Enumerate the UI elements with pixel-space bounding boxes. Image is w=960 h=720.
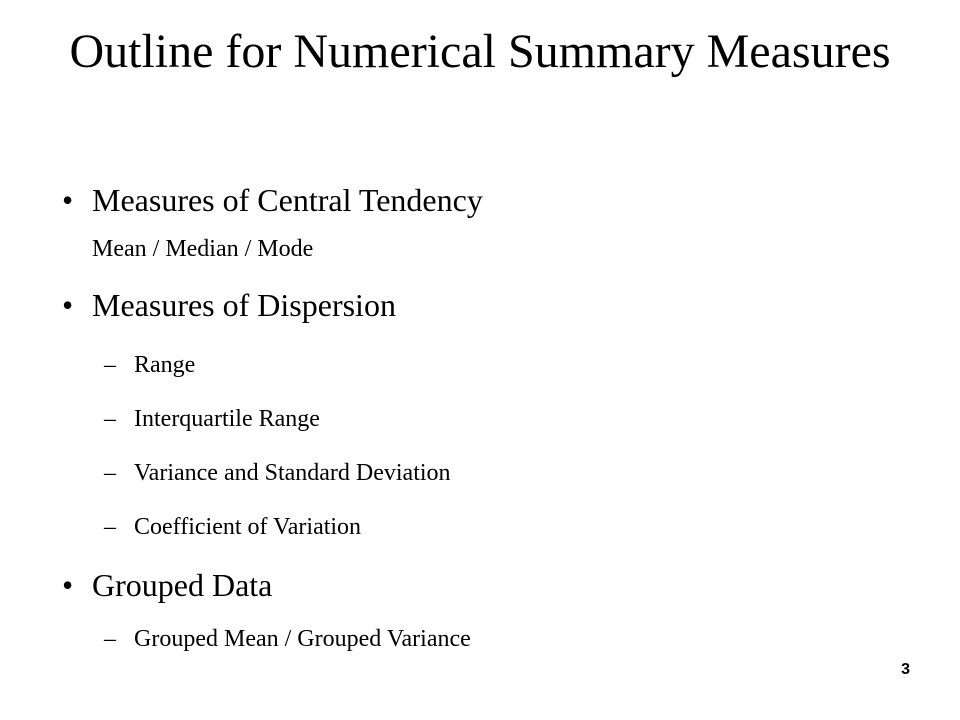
list-item-interquartile-range: Interquartile Range	[134, 406, 320, 432]
bullet-icon: •	[62, 287, 74, 323]
bullet-icon: •	[62, 182, 74, 218]
dash-icon: –	[104, 514, 116, 540]
slide-title: Outline for Numerical Summary Measures	[69, 25, 891, 78]
dash-icon: –	[104, 460, 116, 486]
section-heading-central-tendency: Measures of Central Tendency	[92, 182, 483, 218]
page-number: 3	[901, 661, 910, 678]
dash-icon: –	[104, 406, 116, 432]
section-heading-dispersion: Measures of Dispersion	[92, 287, 396, 323]
bullet-icon: •	[62, 567, 74, 603]
list-item-grouped-mean-variance: Grouped Mean / Grouped Variance	[134, 626, 471, 652]
section-subtext-central-tendency: Mean / Median / Mode	[92, 236, 314, 262]
list-item-variance-std-dev: Variance and Standard Deviation	[134, 460, 451, 486]
dash-icon: –	[104, 626, 116, 652]
dash-icon: –	[104, 352, 116, 378]
list-item-range: Range	[134, 352, 196, 378]
list-item-coefficient-of-variation: Coefficient of Variation	[134, 514, 362, 540]
section-heading-grouped-data: Grouped Data	[92, 567, 273, 603]
